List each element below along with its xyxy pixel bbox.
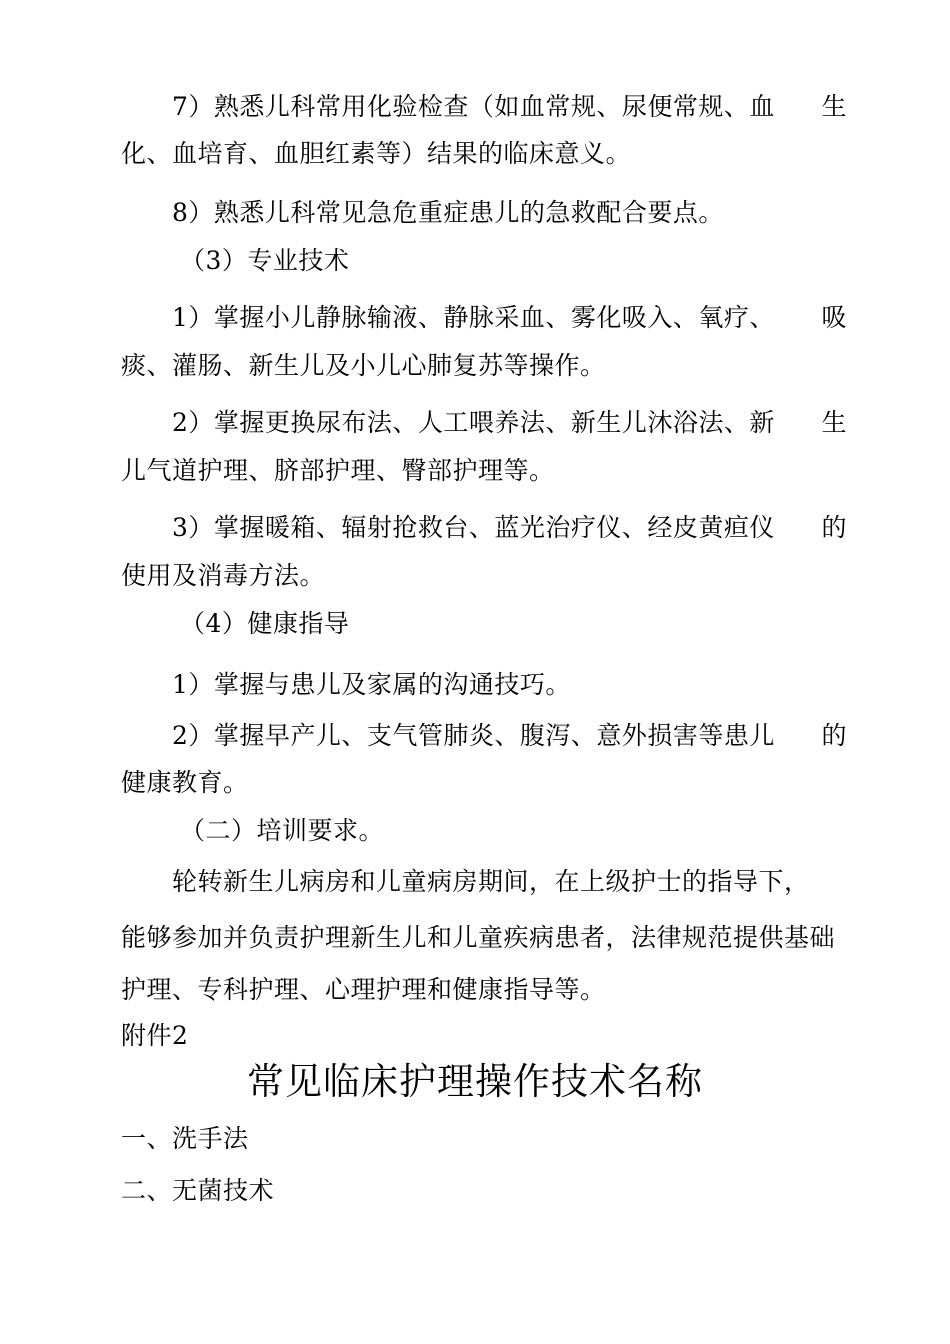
tech2-line1-tail: 生 xyxy=(821,408,847,437)
item7-line1-main: 7）熟悉儿科常用化验检查（如血常规、尿便常规、血 xyxy=(172,92,775,121)
requirement-line1: 轮转新生儿病房和儿童病房期间，在上级护士的指导下， xyxy=(172,867,810,896)
tech3-line2: 使用及消毒方法。 xyxy=(121,561,326,590)
section-two-heading: （二）培训要求。 xyxy=(180,816,385,845)
attachment-title: 常见临床护理操作技术名称 xyxy=(247,1060,703,1103)
list-item-2: 二、无菌技术 xyxy=(121,1176,275,1205)
tech1-line1 xyxy=(172,303,847,333)
tech1-line1-main: 1）掌握小儿静脉输液、静脉采血、雾化吸入、氧疗、 xyxy=(172,303,775,332)
tech2-line2: 儿气道护理、脐部护理、臀部护理等。 xyxy=(121,456,555,485)
tech3-line1 xyxy=(172,513,847,543)
tech3-line1-main: 3）掌握暖箱、辐射抢救台、蓝光治疗仪、经皮黄疸仪 xyxy=(172,513,775,542)
item7-line2: 化、血培育、血胆红素等）结果的临床意义。 xyxy=(121,139,632,168)
tech1-line2: 痰、灌肠、新生儿及小儿心肺复苏等操作。 xyxy=(121,351,606,380)
section3-heading: （3）专业技术 xyxy=(180,246,350,275)
guide2-line1 xyxy=(172,721,847,751)
item8: 8）熟悉儿科常见急危重症患儿的急救配合要点。 xyxy=(172,198,724,227)
item7-line1 xyxy=(172,92,847,122)
guide1: 1）掌握与患儿及家属的沟通技巧。 xyxy=(172,670,571,699)
requirement-line2: 能够参加并负责护理新生儿和儿童疾病患者，法律规范提供基础 xyxy=(121,923,836,952)
guide2-line1-tail: 的 xyxy=(821,721,847,750)
tech1-line1-tail: 吸 xyxy=(821,303,847,332)
requirement-line3: 护理、专科护理、心理护理和健康指导等。 xyxy=(121,975,606,1004)
guide2-line2: 健康教育。 xyxy=(121,768,249,797)
tech3-line1-tail: 的 xyxy=(821,513,847,542)
item7-line1-tail: 生 xyxy=(821,92,847,121)
attachment-label: 附件2 xyxy=(121,1021,189,1050)
list-item-1: 一、洗手法 xyxy=(121,1124,249,1153)
tech2-line1-main: 2）掌握更换尿布法、人工喂养法、新生儿沐浴法、新 xyxy=(172,408,775,437)
guide2-line1-main: 2）掌握早产儿、支气管肺炎、腹泻、意外损害等患儿 xyxy=(172,721,775,750)
section4-heading: （4）健康指导 xyxy=(180,609,350,638)
tech2-line1 xyxy=(172,408,847,438)
